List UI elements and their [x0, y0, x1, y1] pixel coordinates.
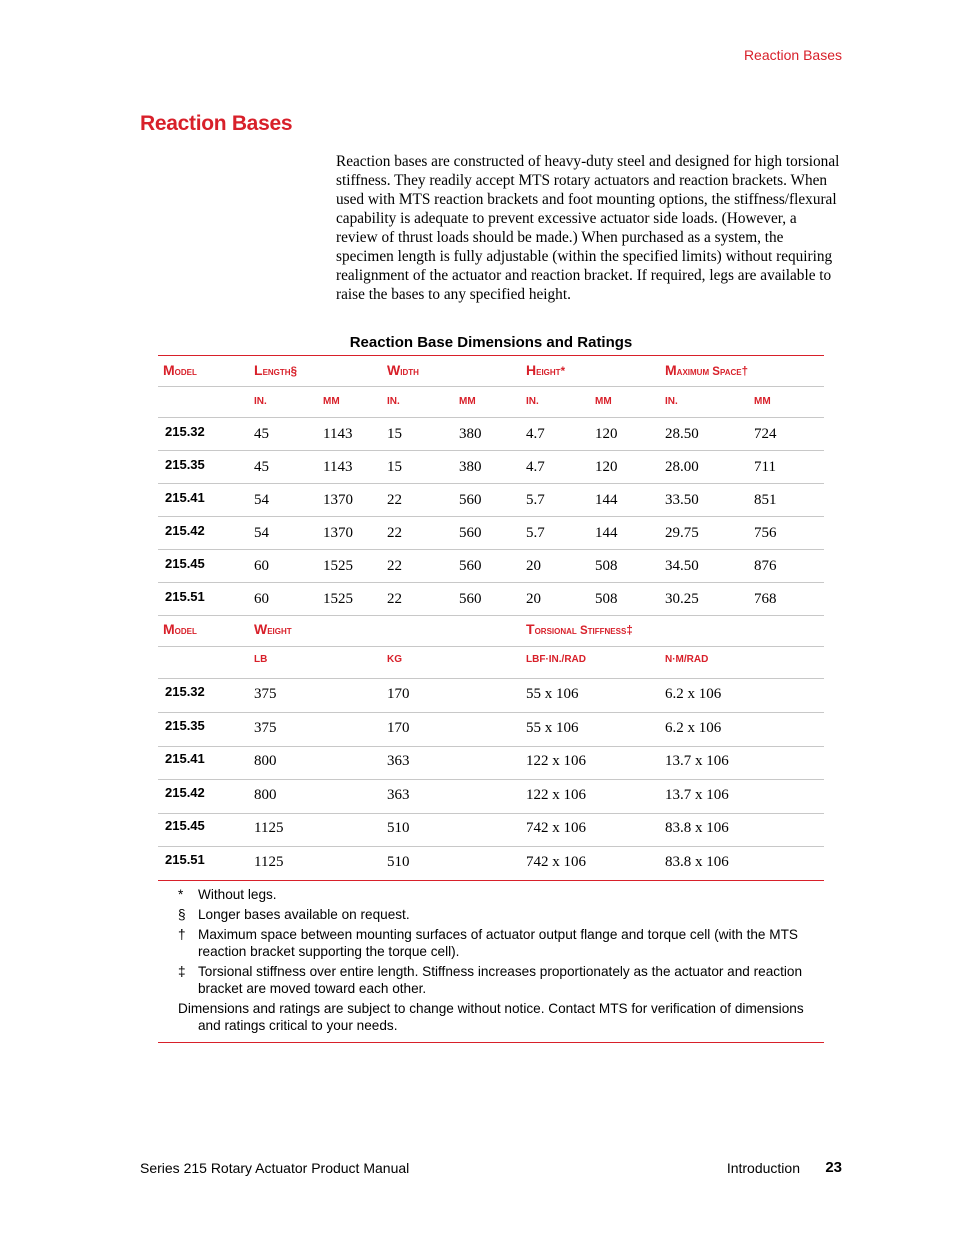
value-cell: 1143: [323, 459, 353, 475]
unit-label: MM: [595, 396, 612, 407]
value-cell: 83.8 x 106: [665, 820, 729, 836]
value-cell: 560: [459, 558, 482, 574]
units-rule: [158, 417, 824, 418]
value-cell: 20: [526, 591, 541, 607]
value-cell: 5.7: [526, 492, 545, 508]
footnote: [158, 963, 824, 997]
value-cell: 13.7 x 106: [665, 787, 729, 803]
unit-label: LBF·IN./RAD: [526, 654, 586, 665]
table-bottom-rule: [158, 880, 824, 881]
row-rule: [158, 483, 824, 484]
value-cell: 1370: [323, 525, 353, 541]
header-model: Model: [163, 362, 197, 378]
model-cell: 215.35: [165, 718, 205, 733]
value-cell: 22: [387, 492, 402, 508]
model-cell: 215.41: [165, 751, 205, 766]
unit-label: N·M/RAD: [665, 654, 709, 665]
value-cell: 6.2 x 106: [665, 686, 722, 702]
value-cell: 508: [595, 558, 618, 574]
value-cell: 13.7 x 106: [665, 753, 729, 769]
header-max-space: Maximum Space†: [665, 362, 749, 378]
unit-label: LB: [254, 654, 268, 665]
row-rule: [158, 746, 824, 747]
value-cell: 800: [254, 787, 277, 803]
value-cell: 711: [754, 459, 776, 475]
value-cell: 363: [387, 753, 410, 769]
unit-label: IN.: [254, 396, 267, 407]
model-cell: 215.41: [165, 490, 205, 505]
model-cell: 215.32: [165, 424, 205, 439]
model-cell: 215.42: [165, 523, 205, 538]
unit-label: IN.: [387, 396, 400, 407]
value-cell: 28.00: [665, 459, 699, 475]
value-cell: 800: [254, 753, 277, 769]
value-cell: 28.50: [665, 426, 699, 442]
footnote-symbol: §: [178, 907, 186, 922]
value-cell: 4.7: [526, 426, 545, 442]
value-cell: 83.8 x 106: [665, 854, 729, 870]
model-cell: 215.35: [165, 457, 205, 472]
header-weight: Weight: [254, 621, 292, 637]
model-cell: 215.45: [165, 556, 205, 571]
value-cell: 5.7: [526, 525, 545, 541]
value-cell: 742 x 106: [526, 854, 586, 870]
footer-manual-title: Series 215 Rotary Actuator Product Manual: [140, 1160, 410, 1176]
model-cell: 215.42: [165, 785, 205, 800]
header-rule-2: [158, 646, 824, 647]
value-cell: 144: [595, 525, 618, 541]
value-cell: 20: [526, 558, 541, 574]
value-cell: 122 x 106: [526, 753, 586, 769]
row-rule: [158, 813, 824, 814]
value-cell: 4.7: [526, 459, 545, 475]
footer-section: Introduction: [726, 1160, 800, 1176]
footnote-symbol: ‡: [178, 964, 186, 979]
value-cell: 851: [754, 492, 777, 508]
value-cell: 55 x 106: [526, 686, 579, 702]
footnotes: [158, 886, 824, 1034]
footnote: [158, 906, 824, 923]
value-cell: 363: [387, 787, 410, 803]
value-cell: 1370: [323, 492, 353, 508]
value-cell: 1125: [254, 854, 284, 870]
running-header: Reaction Bases: [743, 47, 842, 63]
value-cell: 22: [387, 591, 402, 607]
row-rule: [158, 615, 824, 616]
value-cell: 756: [754, 525, 777, 541]
value-cell: 380: [459, 459, 482, 475]
value-cell: 55 x 106: [526, 720, 579, 736]
footnote-text: Without legs.: [198, 887, 277, 902]
header-height: Height*: [526, 362, 566, 378]
row-rule: [158, 549, 824, 550]
value-cell: 375: [254, 720, 277, 736]
page-number: 23: [825, 1159, 842, 1176]
value-cell: 170: [387, 720, 410, 736]
footnote: [158, 886, 824, 903]
value-cell: 144: [595, 492, 618, 508]
footnote-symbol: *: [178, 887, 184, 902]
row-rule: [158, 712, 824, 713]
value-cell: 768: [754, 591, 777, 607]
header-rule: [158, 386, 824, 387]
value-cell: 45: [254, 459, 269, 475]
header-torsional-stiffness: Torsional Stiffness‡: [526, 621, 633, 637]
value-cell: 560: [459, 525, 482, 541]
value-cell: 45: [254, 426, 269, 442]
header-width: Width: [387, 362, 419, 378]
row-rule: [158, 516, 824, 517]
value-cell: 120: [595, 426, 618, 442]
footnote-text: Torsional stiffness over entire length. Stiffness increases proportionately as the actuator and reaction bracket are moved toward each other.: [198, 964, 803, 996]
value-cell: 6.2 x 106: [665, 720, 722, 736]
value-cell: 60: [254, 591, 269, 607]
model-cell: 215.45: [165, 818, 205, 833]
value-cell: 29.75: [665, 525, 699, 541]
header-model-2: Model: [163, 621, 197, 637]
header-length: Length§: [254, 362, 297, 378]
model-cell: 215.32: [165, 684, 205, 699]
intro-paragraph: Reaction bases are constructed of heavy-duty steel and designed for high torsional stiffness. They readily accept MTS rotary actuators and reaction brackets. When used with MTS reaction brackets and foot mounting options, the stiffness/flexural capability is adequate to prevent excessive actuator side loads. (However, a review of thrust loads should be made.) When purchased as a system, the specimen length is fully adjustable (within the specified limits) without requiring realignment of the actuator and reaction bracket. If required, legs are available to raise the bases to any specified height.: [336, 153, 840, 303]
value-cell: 876: [754, 558, 777, 574]
table-top-rule: [158, 355, 824, 356]
value-cell: 380: [459, 426, 482, 442]
value-cell: 15: [387, 459, 402, 475]
value-cell: 1525: [323, 558, 353, 574]
value-cell: 560: [459, 591, 482, 607]
value-cell: 510: [387, 854, 410, 870]
unit-label: KG: [387, 654, 402, 665]
row-rule: [158, 582, 824, 583]
disclaimer: Dimensions and ratings are subject to change without notice. Contact MTS for verification of dimensions and ratings critical to your needs.: [178, 1001, 804, 1033]
units-rule-2: [158, 678, 824, 679]
value-cell: 508: [595, 591, 618, 607]
value-cell: 15: [387, 426, 402, 442]
value-cell: 724: [754, 426, 777, 442]
value-cell: 1143: [323, 426, 353, 442]
footnote-text: Maximum space between mounting surfaces of actuator output flange and torque cell (with the MTS reaction bracket supporting the torque cell).: [198, 927, 798, 959]
value-cell: 122 x 106: [526, 787, 586, 803]
value-cell: 60: [254, 558, 269, 574]
table-title: Reaction Base Dimensions and Ratings: [349, 334, 633, 351]
footnote-symbol: †: [178, 927, 186, 942]
footnote-text: Longer bases available on request.: [198, 907, 410, 922]
row-rule: [158, 846, 824, 847]
value-cell: 120: [595, 459, 618, 475]
value-cell: 510: [387, 820, 410, 836]
value-cell: 22: [387, 525, 402, 541]
value-cell: 1525: [323, 591, 353, 607]
value-cell: 34.50: [665, 558, 699, 574]
unit-label: MM: [459, 396, 476, 407]
model-cell: 215.51: [165, 852, 205, 867]
row-rule: [158, 450, 824, 451]
value-cell: 54: [254, 525, 269, 541]
value-cell: 33.50: [665, 492, 699, 508]
row-rule: [158, 779, 824, 780]
footnote: [158, 926, 824, 960]
model-cell: 215.51: [165, 589, 205, 604]
section-title: Reaction Bases: [140, 112, 293, 135]
value-cell: 30.25: [665, 591, 699, 607]
value-cell: 560: [459, 492, 482, 508]
value-cell: 375: [254, 686, 277, 702]
value-cell: 22: [387, 558, 402, 574]
value-cell: 170: [387, 686, 410, 702]
footnotes-bottom-rule: [158, 1042, 824, 1043]
unit-label: MM: [323, 396, 340, 407]
value-cell: 1125: [254, 820, 284, 836]
unit-label: IN.: [526, 396, 539, 407]
value-cell: 54: [254, 492, 269, 508]
unit-label: IN.: [665, 396, 678, 407]
value-cell: 742 x 106: [526, 820, 586, 836]
unit-label: MM: [754, 396, 771, 407]
